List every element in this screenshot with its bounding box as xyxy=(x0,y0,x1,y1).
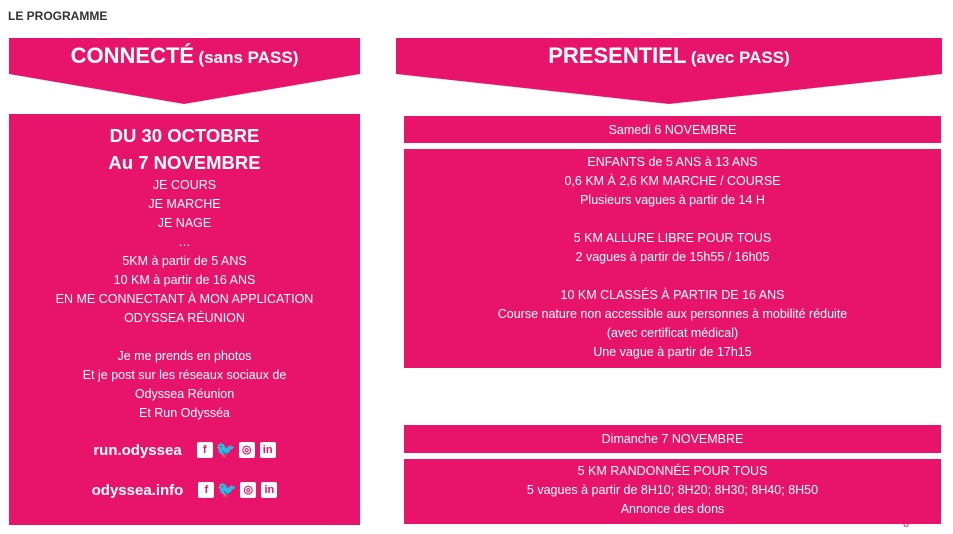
saturday-header-text: Samedi 6 NOVEMBRE xyxy=(608,122,737,137)
activity-line: … xyxy=(178,235,191,249)
banner-main-text: PRESENTIEL xyxy=(548,43,687,68)
social-row-run xyxy=(9,435,360,465)
program-line: Course nature non accessible aux personnes à mobilité réduite xyxy=(497,307,848,321)
social-line: Et Run Odysséa xyxy=(138,406,230,420)
instagram-icon[interactable]: ◎ xyxy=(239,442,255,458)
program-line: Une vague à partir de 17h15 xyxy=(593,345,752,359)
social-line: Odyssea Réunion xyxy=(134,387,235,401)
spacer xyxy=(404,210,941,229)
program-line: 5 KM ALLURE LIBRE POUR TOUS xyxy=(573,231,772,245)
program-line: (avec certificat médical) xyxy=(606,326,739,340)
page-number: 6 xyxy=(902,518,909,530)
activity-line: JE COURS xyxy=(152,178,217,192)
program-line: Plusieurs vagues à partir de 14 H xyxy=(580,193,765,207)
info-line: 10 KM à partir de 16 ANS xyxy=(113,273,256,287)
twitter-icon[interactable]: 🐦 xyxy=(217,481,238,499)
program-line: 5 KM RANDONNÉE POUR TOUS xyxy=(577,464,768,478)
connecte-panel xyxy=(9,114,360,525)
banner-sub-text: (avec PASS) xyxy=(690,48,790,67)
program-line: Annonce des dons xyxy=(620,502,725,516)
social-line: Et je post sur les réseaux sociaux de xyxy=(82,368,287,382)
info-line: ODYSSEA RÉUNION xyxy=(124,311,245,325)
info-line: EN ME CONNECTANT À MON APPLICATION xyxy=(55,292,314,306)
sunday-panel xyxy=(404,459,941,524)
spacer xyxy=(9,328,360,347)
run-odyssea-link[interactable]: run.odyssea xyxy=(93,441,182,459)
twitter-icon[interactable]: 🐦 xyxy=(215,441,236,459)
linkedin-icon[interactable]: in xyxy=(261,482,277,498)
program-line: 10 KM CLASSÉS À PARTIR DE 16 ANS xyxy=(560,288,785,302)
page-label: LE PROGRAMME xyxy=(8,9,108,23)
program-line: ENFANTS de 5 ANS à 13 ANS xyxy=(587,155,758,169)
social-row-info xyxy=(9,475,360,505)
instagram-icon[interactable]: ◎ xyxy=(240,482,256,498)
date-range-start: DU 30 OCTOBRE xyxy=(109,125,260,146)
activity-line: JE NAGE xyxy=(157,216,212,230)
facebook-icon[interactable]: f xyxy=(198,482,214,498)
date-range-end: Au 7 NOVEMBRE xyxy=(108,152,261,173)
program-line: 5 vagues à partir de 8H10; 8H20; 8H30; 8H40; 8H50 xyxy=(526,483,819,497)
banner-sub-text: (sans PASS) xyxy=(198,48,299,67)
social-line: Je me prends en photos xyxy=(117,349,252,363)
spacer xyxy=(404,267,941,286)
program-line: 0,6 KM À 2,6 KM MARCHE / COURSE xyxy=(564,174,781,188)
presentiel-banner xyxy=(396,38,942,104)
connecte-banner xyxy=(9,38,360,104)
odyssea-info-link[interactable]: odyssea.info xyxy=(91,481,184,499)
program-line: 2 vagues à partir de 15h55 / 16h05 xyxy=(575,250,770,264)
linkedin-icon[interactable]: in xyxy=(260,442,276,458)
banner-main-text: CONNECTÉ xyxy=(70,43,195,68)
saturday-header xyxy=(404,116,941,143)
sunday-header xyxy=(404,425,941,453)
saturday-panel xyxy=(404,149,941,368)
facebook-icon[interactable]: f xyxy=(197,442,213,458)
activity-line: JE MARCHE xyxy=(148,197,221,211)
info-line: 5KM à partir de 5 ANS xyxy=(122,254,247,268)
sunday-header-text: Dimanche 7 NOVEMBRE xyxy=(601,432,744,446)
